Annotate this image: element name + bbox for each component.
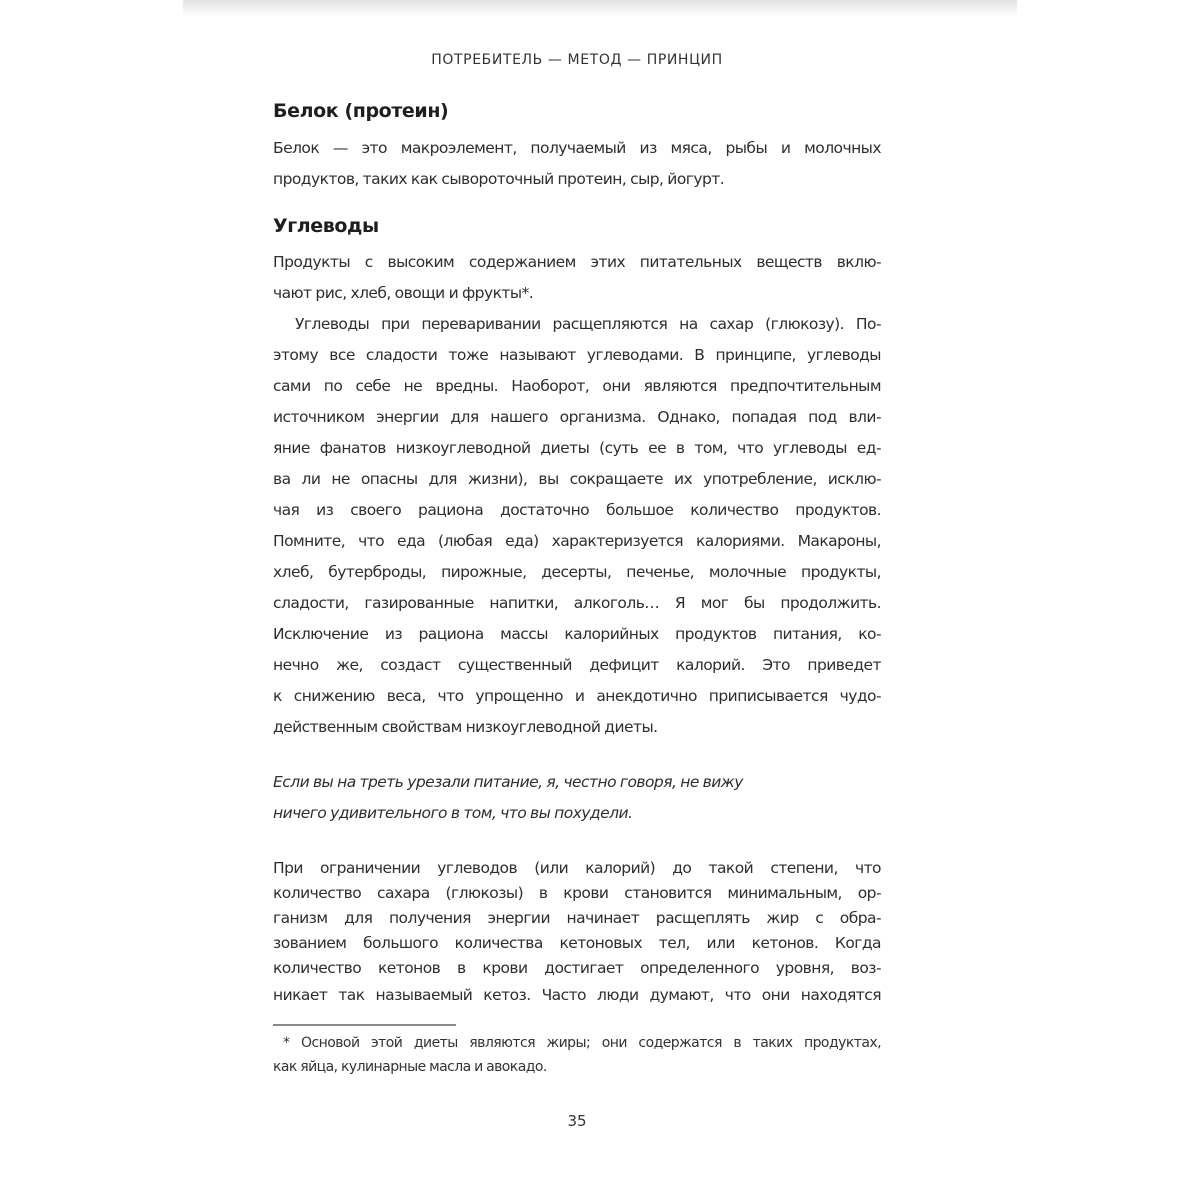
footnote-rule (273, 1024, 456, 1026)
book-page (273, 0, 881, 1200)
text-line: ва ли не опасны для жизни), вы сокращаете их употребление, исклю- (273, 470, 881, 488)
text-line: При ограничении углеводов (или калорий) до такой степени, что (273, 859, 881, 877)
text-line: нечно же, создаст существенный дефицит калорий. Это приведет (273, 656, 881, 674)
text-line: Исключение из рациона массы калорийных продуктов питания, ко- (273, 625, 881, 643)
text-line: продуктов, таких как сывороточный протеин, сыр, йогурт. (273, 170, 725, 188)
text-line: чают рис, хлеб, овощи и фрукты*. (273, 284, 534, 302)
text-line: никает так называемый кетоз. Часто люди думают, что они находятся (273, 986, 881, 1004)
text-line: источником энергии для нашего организма. Однако, попадая под вли- (273, 408, 881, 426)
page-number: 35 (567, 1112, 587, 1130)
section-heading-carbs: Углеводы (273, 215, 379, 237)
text-line: Продукты с высоким содержанием этих питательных веществ вклю- (273, 253, 881, 271)
footnote-line: как яйца, кулинарные масла и авокадо. (273, 1059, 547, 1075)
text-line: к снижению веса, что упрощенно и анекдотично приписывается чудо- (273, 687, 881, 705)
text-line: действенным свойствам низкоуглеводной диеты. (273, 718, 658, 736)
text-line: зованием большого количества кетоновых тел, или кетонов. Когда (273, 934, 881, 952)
text-line: количество сахара (глюкозы) в крови становится минимальным, ор- (273, 884, 881, 902)
text-line: яние фанатов низкоуглеводной диеты (суть ее в том, что углеводы ед- (273, 439, 881, 457)
text-line: сладости, газированные напитки, алкоголь… Я мог бы продолжить. (273, 594, 881, 612)
text-line: этому все сладости тоже называют углеводами. В принципе, углеводы (273, 346, 881, 364)
text-line: ганизм для получения энергии начинает расщеплять жир с обра- (273, 909, 881, 927)
text-line: Белок — это макроэлемент, получаемый из мяса, рыбы и молочных (273, 139, 881, 157)
text-line: Помните, что еда (любая еда) характеризуется калориями. Макароны, (273, 532, 881, 550)
footnote-line: * Основой этой диеты являются жиры; они содержатся в таких продуктах, (283, 1035, 881, 1051)
pull-quote-line: Если вы на треть урезали питание, я, честно говоря, не вижу (273, 773, 743, 791)
text-line: чая из своего рациона достаточно большое количество продуктов. (273, 501, 881, 519)
text-line: хлеб, бутерброды, пирожные, десерты, печенье, молочные продукты, (273, 563, 881, 581)
text-line: количество кетонов в крови достигает определенного уровня, воз- (273, 959, 881, 977)
running-head: ПОТРЕБИТЕЛЬ — МЕТОД — ПРИНЦИП (431, 52, 723, 68)
pull-quote-line: ничего удивительного в том, что вы похудели. (273, 804, 633, 822)
text-line: Углеводы при переваривании расщепляются на сахар (глюкозу). По- (295, 315, 881, 333)
section-heading-protein: Белок (протеин) (273, 100, 449, 122)
text-line: сами по себе не вредны. Наоборот, они являются предпочтительным (273, 377, 881, 395)
